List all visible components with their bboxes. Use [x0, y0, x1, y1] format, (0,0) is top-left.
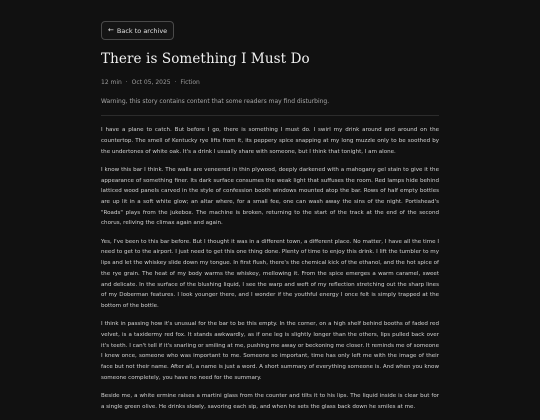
story-title: There is Something I Must Do — [101, 51, 310, 67]
read-time: 12 min — [101, 79, 122, 87]
story-body — [101, 125, 439, 412]
story-paragraph: Yes, I've been to this bar before. But I thought it was in a different town, a different place. No matter, I have all the time I need to get to the airport. I just need to get this one thing done. Plenty of time to enjoy this drink. I lift the tumbler to my lips and let the whiskey slide down my tongue. In first flush, there's the chemical kick of the ethanol, and the hot spice of the rye grain. The heat of my body warms the whiskey, mellowing it. From the spice emerges a warm caramel, sweet and delicate. In the surface of the blushing liquid, I see the warp and weft of my reflection stretching out the sharp lines of my Doberman features. I look younger there, and I wonder if the youthful energy I once felt is simply trapped at the bottom of the bottle. — [101, 238, 439, 309]
story-paragraph: I know this bar I think. The walls are veneered in thin plywood, deeply darkened with a mahogany gel stain to give it the appearance of something finer. Its dark surface consumes the weak light that suffuses the room. Red lamps hide behind latticed wood panels carved in the style of confession booth windows mounted atop the bar. Rows of half empty bottles are up lit in a soft white glow; an altar where, for a small fee, one can wash away the sins of the night. Portishead's "Roads" plays from the jukebox. The machine is broken, returning to the start of the track at the end of the second chorus, reliving the climax again and again. — [101, 166, 439, 227]
story-content — [101, 17, 439, 420]
story-category: Fiction — [180, 79, 200, 87]
story-paragraph: I think in passing how it's unusual for the bar to be this empty. In the corner, on a high shelf behind booths of faded red velvet, is a taxidermy red fox. It stands awkwardly, as if one leg is slightly longer than the others, lips pulled back over it's teeth. I can't tell if it's snarling or smiling at me, pushing me away or beckoning me closer. It reminds me of someone I knew once, someone who was important to me. Someone so important, time has only left me with the image of their face but not their name. After all, a name is just a word. A short summary of everything someone is. And when you know someone completely, you have no need for the summary. — [101, 321, 439, 381]
story-paragraph: I have a plane to catch. But before I go, there is something I must do. I swirl my drink around and around on the countertop. The smell of Kentucky rye lifts from it, its peppery spice snapping at my long muzzle only to be soothed by the undertones of white oak. It's a drink I usually share with someone, but I think that tonight, I am alone. — [101, 127, 439, 155]
header-divider — [101, 115, 439, 116]
back-button-label: Back to archive — [116, 26, 168, 35]
arrow-left-icon: ← — [108, 26, 114, 34]
publish-date: Oct 05, 2025 — [131, 79, 171, 87]
meta-separator: · — [174, 79, 177, 87]
story-meta — [101, 79, 439, 86]
back-to-archive-button[interactable] — [101, 21, 174, 40]
story-paragraph: Beside me, a white ermine raises a martini glass from the counter and tilts it to his lips. The liquid inside is clear but for a single green olive. He drinks slowly, savoring each sip, and when he sets the glass back down he smiles at me. — [101, 393, 439, 410]
meta-separator: · — [125, 79, 128, 87]
content-warning: Warning, this story contains content that some readers may find disturbing. — [101, 98, 330, 106]
